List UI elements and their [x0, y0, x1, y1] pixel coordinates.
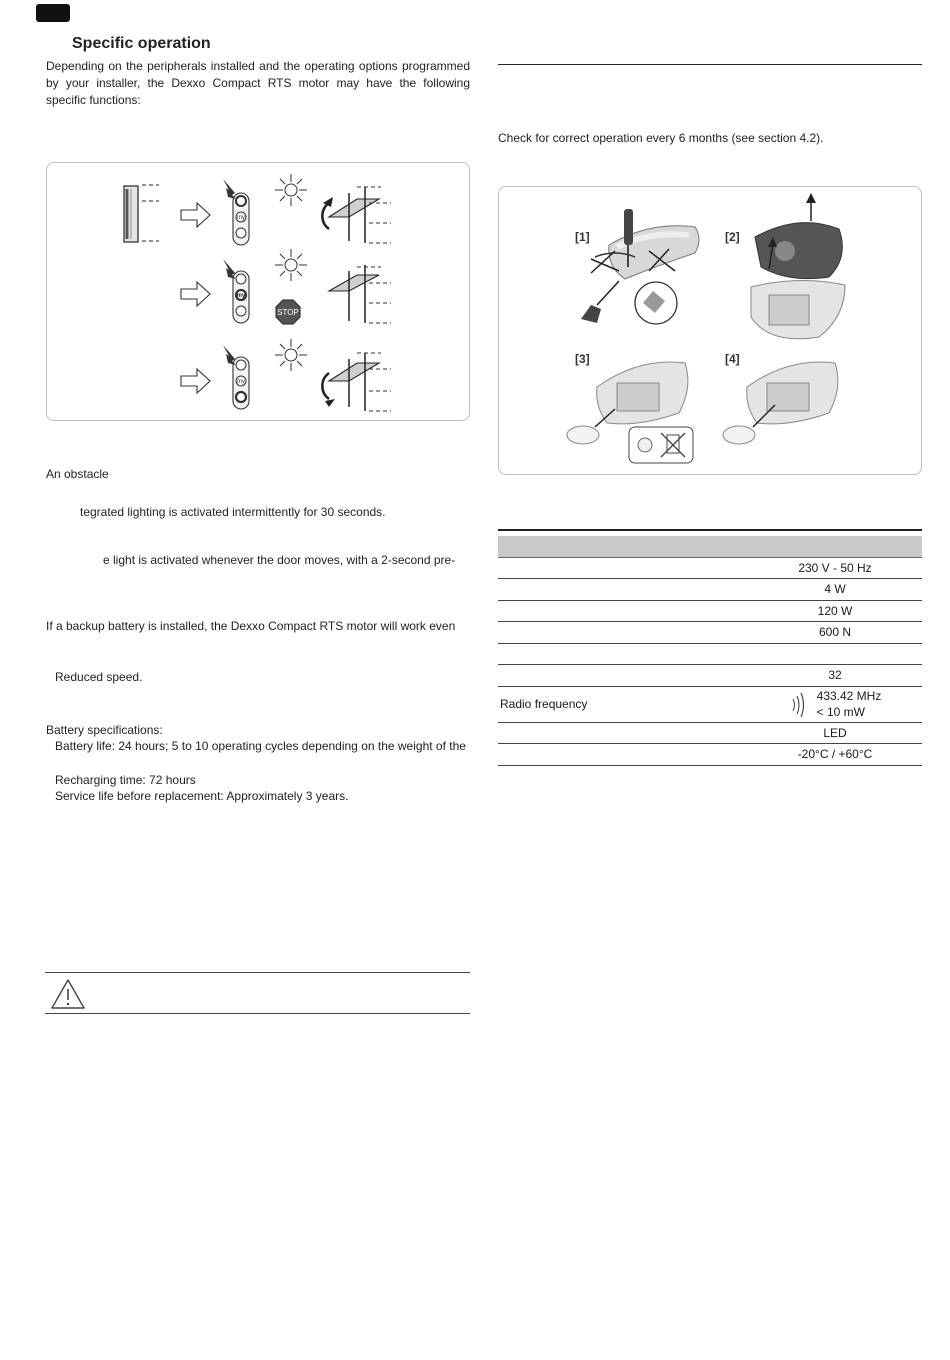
table-row: -20°C / +60°C	[498, 744, 922, 766]
garage-door-state-icon	[329, 199, 379, 381]
remote-open-step2	[751, 193, 845, 339]
table-top-rule	[498, 529, 922, 531]
light-text: e light is activated whenever the door moves, with a 2-second pre-	[103, 553, 456, 567]
check-text: Check for correct operation every 6 months (see section 4.2).	[498, 131, 824, 145]
warning-triangle-icon	[49, 977, 87, 1011]
step-label-4: [4]	[725, 352, 740, 366]
table-row: 120 W	[498, 600, 922, 622]
lighting-text: tegrated lighting is activated intermittently for 30 seconds.	[80, 505, 386, 519]
section-title: Specific operation	[72, 35, 211, 52]
radio-wave-icon	[789, 690, 807, 720]
step-label-2: [2]	[725, 230, 740, 244]
section-rule	[498, 64, 922, 65]
table-row: LED	[498, 722, 922, 744]
recharging-time-text: Recharging time: 72 hours	[55, 773, 196, 787]
remote-open-step4	[723, 362, 838, 444]
rotate-arrow-icon	[322, 203, 329, 399]
table-row	[498, 643, 922, 665]
warning-box	[45, 972, 470, 1014]
spec-table	[498, 536, 922, 766]
operation-figure	[46, 162, 470, 421]
svg-text:STOP: STOP	[277, 308, 299, 317]
battery-replacement-figure	[498, 186, 922, 475]
battery-specs-title: Battery specifications:	[46, 723, 163, 737]
operation-illustration	[47, 163, 471, 422]
table-row: 32	[498, 665, 922, 687]
table-row: 600 N	[498, 622, 922, 644]
table-row: 4 W	[498, 579, 922, 601]
radio-frequency-label: Radio frequency	[498, 686, 748, 722]
battery-text: If a backup battery is installed, the Dexxo Compact RTS motor will work even	[46, 619, 456, 633]
arrow-right-icon	[181, 203, 210, 393]
reduced-speed-text: Reduced speed.	[55, 670, 143, 684]
step-label-1: [1]	[575, 230, 590, 244]
remote-open-step3	[567, 362, 693, 463]
battery-replacement-illustration	[499, 187, 923, 476]
table-header-row	[498, 536, 922, 557]
radio-power-value: < 10 mW	[816, 705, 865, 719]
svg-text:my: my	[237, 215, 245, 221]
garage-door-icon	[124, 185, 159, 242]
radio-frequency-value: 433.42 MHz	[816, 689, 882, 703]
remote-open-step1	[581, 209, 699, 324]
stop-sign-icon	[276, 300, 300, 324]
battery-life-text: Battery life: 24 hours; 5 to 10 operating cycles depending on the weight of the	[55, 739, 466, 753]
language-tab	[36, 4, 70, 22]
table-row: 230 V - 50 Hz	[498, 557, 922, 579]
svg-text:my: my	[236, 293, 246, 299]
obstacle-text: An obstacle	[46, 467, 109, 481]
flashing-light-icon	[275, 174, 307, 371]
intro-paragraph: Depending on the peripherals installed and the operating options programmed by your installer, the Dexxo Compact RTS motor may have the following specific functions:	[46, 59, 470, 107]
svg-text:my: my	[237, 379, 245, 385]
service-life-text: Service life before replacement: Approximately 3 years.	[55, 789, 349, 803]
table-row-radio-frequency	[498, 686, 922, 722]
step-label-3: [3]	[575, 352, 590, 366]
